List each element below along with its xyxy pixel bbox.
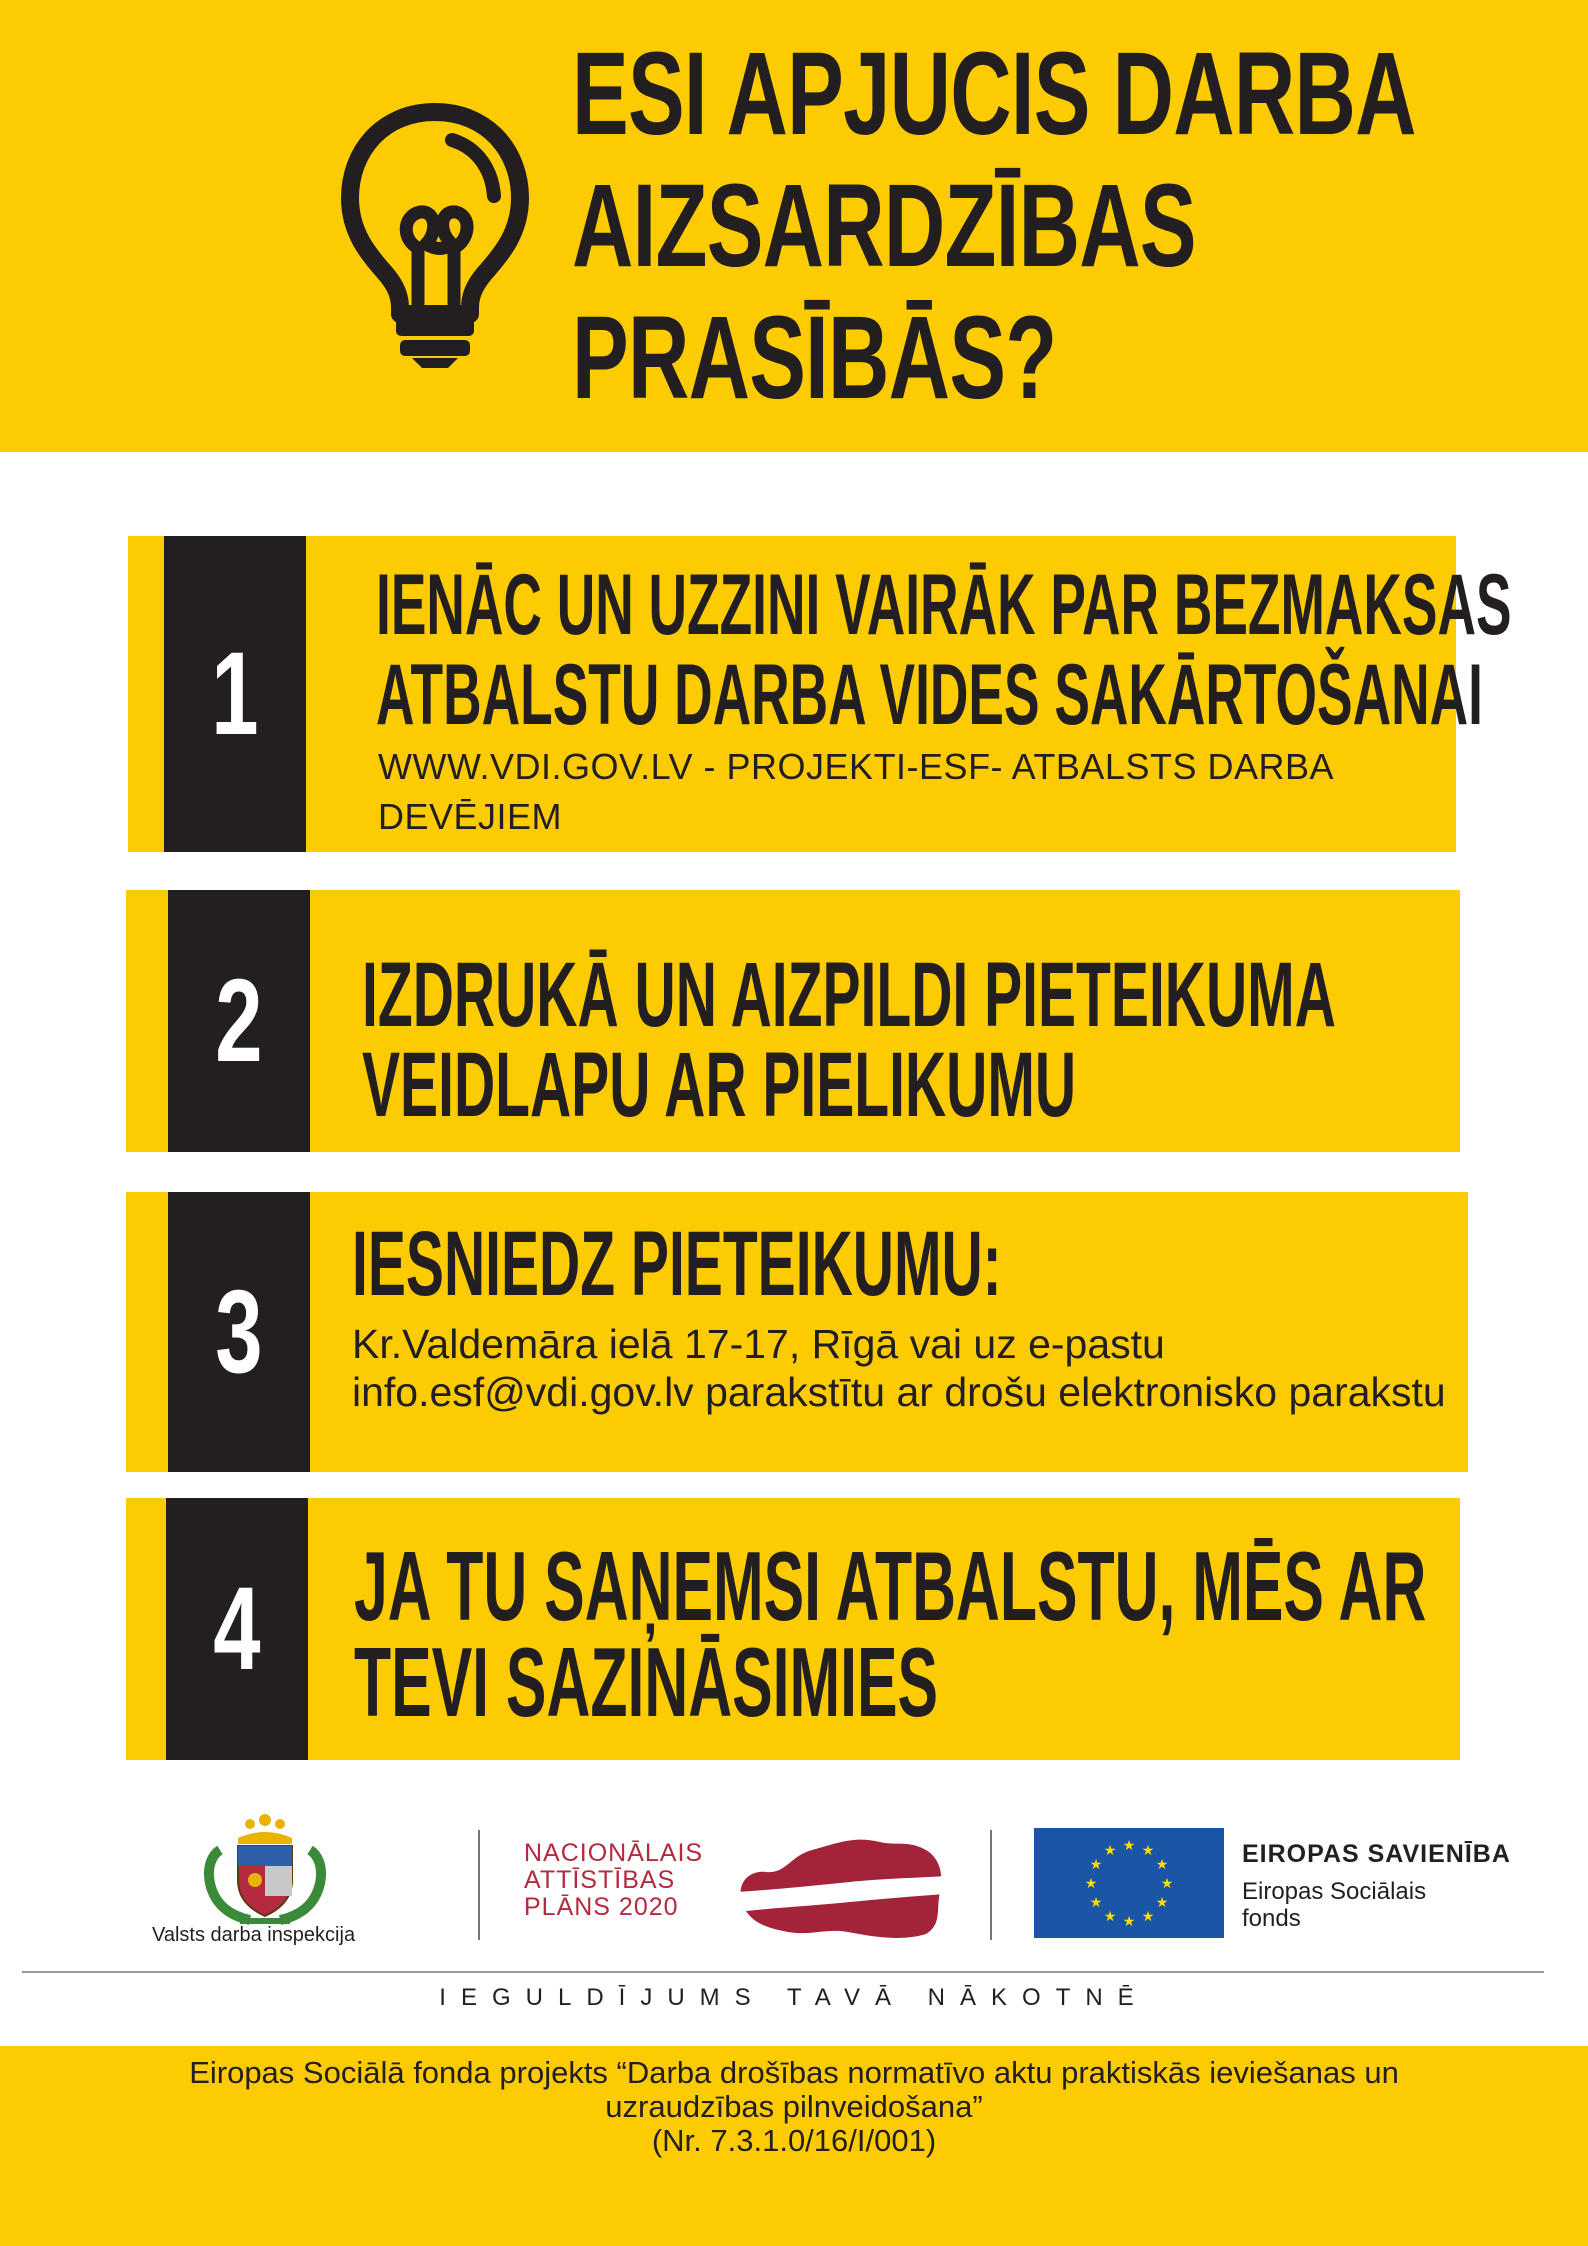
- step-title-line: TEVI SAZINĀSIMIES: [354, 1627, 939, 1737]
- headline: [572, 28, 1416, 424]
- svg-text:★: ★: [1141, 1842, 1155, 1858]
- step-number-badge: 2: [168, 890, 310, 1152]
- headline-line: AIZSARDZĪBAS: [572, 160, 1196, 292]
- eu-logo-title: EIROPAS SAVIENĪBA: [1242, 1840, 1511, 1868]
- svg-text:★: ★: [1141, 1908, 1155, 1924]
- nap-line: NACIONĀLAIS: [524, 1839, 704, 1867]
- nap-line: PLĀNS 2020: [524, 1893, 679, 1921]
- step-title: [352, 1214, 1002, 1314]
- step-3-card: [126, 1192, 1468, 1472]
- lightbulb-icon: [340, 100, 530, 370]
- svg-text:★: ★: [1084, 1875, 1098, 1891]
- eu-logo-subtitle: [1242, 1878, 1426, 1932]
- step-title-line: IESNIEDZ PIETEIKUMU:: [352, 1213, 1002, 1315]
- svg-text:★: ★: [1155, 1856, 1169, 1872]
- step-subtitle-address: Kr.Valdemāra ielā 17-17, Rīgā vai uz e-pastu info.esf@vdi.gov.lv parakstītu ar drošu elektronisko parakstu: [352, 1321, 1446, 1415]
- svg-text:★: ★: [1103, 1908, 1117, 1924]
- header-banner: [0, 0, 1588, 452]
- divider-line: [22, 1971, 1544, 1973]
- footer-line: (Nr. 7.3.1.0/16/I/001): [651, 2123, 937, 2158]
- step-4-card: [126, 1498, 1460, 1760]
- svg-text:★: ★: [1089, 1856, 1103, 1872]
- logo-strip: [0, 1790, 1588, 1970]
- step-2-card: [126, 890, 1460, 1152]
- step-1-card: [128, 536, 1512, 852]
- footer-line: uzraudzības pilnveidošana”: [605, 2089, 983, 2124]
- eu-sub-line: Eiropas Sociālais: [1242, 1878, 1427, 1905]
- step-title-line: ATBALSTU DARBA VIDES SAKĀRTOŠANAI: [376, 647, 1483, 743]
- footer-project-text: [60, 2056, 1528, 2158]
- step-title-line: IZDRUKĀ UN AIZPILDI PIETEIKUMA: [362, 944, 1336, 1046]
- logo-divider: [990, 1830, 992, 1940]
- footer-banner: [0, 2046, 1588, 2246]
- step-number-badge: 3: [168, 1192, 310, 1472]
- eu-flag-icon: [1034, 1828, 1224, 1938]
- slogan: IEGULDĪJUMS TAVĀ NĀKOTNĒ: [439, 1984, 1149, 2011]
- svg-text:★: ★: [1122, 1913, 1136, 1929]
- eu-sub-line: fonds: [1242, 1905, 1301, 1932]
- step-title: [362, 944, 1336, 1136]
- step-title-line: IENĀC UN UZZINI VAIRĀK PAR BEZMAKSAS: [376, 557, 1512, 653]
- nap-line: ATTĪSTĪBAS: [524, 1866, 676, 1894]
- step-number-badge: 4: [166, 1498, 308, 1760]
- headline-line: ESI APJUCIS DARBA: [572, 28, 1416, 160]
- latvia-map-flag-icon: [730, 1832, 950, 1944]
- svg-text:★: ★: [1155, 1894, 1169, 1910]
- footer-line: Eiropas Sociālā fonda projekts “Darba drošības normatīvo aktu praktiskās ieviešanas un: [189, 2055, 1399, 2090]
- step-title: [354, 1531, 1427, 1737]
- step-subtitle-link: WWW.VDI.GOV.LV - PROJEKTI-ESF- ATBALSTS DARBA DEVĒJIEM: [378, 746, 1332, 837]
- step-number-badge: 1: [164, 536, 306, 852]
- logo-divider: [478, 1830, 480, 1940]
- nap-2020-logo-text: [524, 1840, 703, 1921]
- svg-text:★: ★: [1160, 1875, 1174, 1891]
- svg-text:★: ★: [1103, 1842, 1117, 1858]
- latvia-coat-of-arms-icon: [200, 1810, 330, 1928]
- vdi-logo-label: Valsts darba inspekcija: [152, 1924, 356, 1946]
- svg-text:★: ★: [1089, 1894, 1103, 1910]
- step-title-line: VEIDLAPU AR PIELIKUMU: [362, 1034, 1077, 1136]
- headline-line: PRASĪBĀS?: [572, 292, 1057, 424]
- svg-text:★: ★: [1122, 1837, 1136, 1853]
- step-title: [376, 557, 1512, 743]
- step-title-line: JA TU SAŅEMSI ATBALSTU, MĒS AR: [354, 1531, 1427, 1641]
